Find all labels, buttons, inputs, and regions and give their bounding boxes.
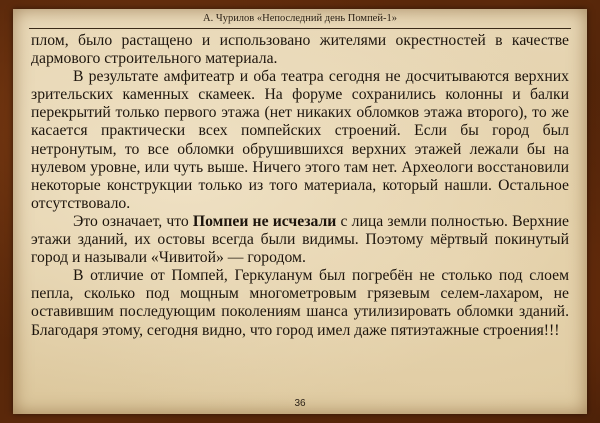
header-rule: [29, 28, 571, 29]
page-number: 36: [294, 398, 306, 409]
emphasis-pompeii: Помпеи не исчезали: [192, 212, 337, 230]
body-text: [31, 32, 569, 340]
running-header: А. Чурилов «Непоследний день Помпей-1»: [203, 13, 397, 24]
paragraph-3: [31, 213, 569, 267]
paragraph-2: В результате амфитеатр и оба театра сегодня не досчитываются верхних зрительских каменных скамеек. На форуме сохранились колонны и балки перекрытий только первого этажа (нет никаких обломков этажа второго), то же касается практически всех помпейских строений. Если бы город был нетронутым, то все обломки обрушившихся верхних этажей лежали бы на нулевом уровне, или чуть выше. Ничего этого там нет. Археологи восстановили некоторые конструкции только из того материала, который нашли. Остальное отсутствовало.: [31, 68, 569, 212]
paragraph-3-lead: Это означает, что: [73, 212, 193, 230]
paragraph-4: В отличие от Помпей, Геркуланум был погребён не столько под слоем пепла, сколько под мощным многометровым грязевым селем-лахаром, не оставившим последующим поколениям шанса утилизировать обломки зданий. Благодаря этому, сегодня видно, что город имел даже пятиэтажные строения!!!: [31, 267, 569, 339]
book-page: [13, 9, 587, 414]
paragraph-3-rest: с лица земли полностью. Верхние этажи зданий, их остовы всегда были видимы. Поэтому мёртвый покинутый город и называли «Чивитой» — городом.: [31, 212, 569, 267]
paragraph-1: плом, было растащено и использовано жителями окрестностей в качестве дармового строительного материала.: [31, 32, 569, 68]
